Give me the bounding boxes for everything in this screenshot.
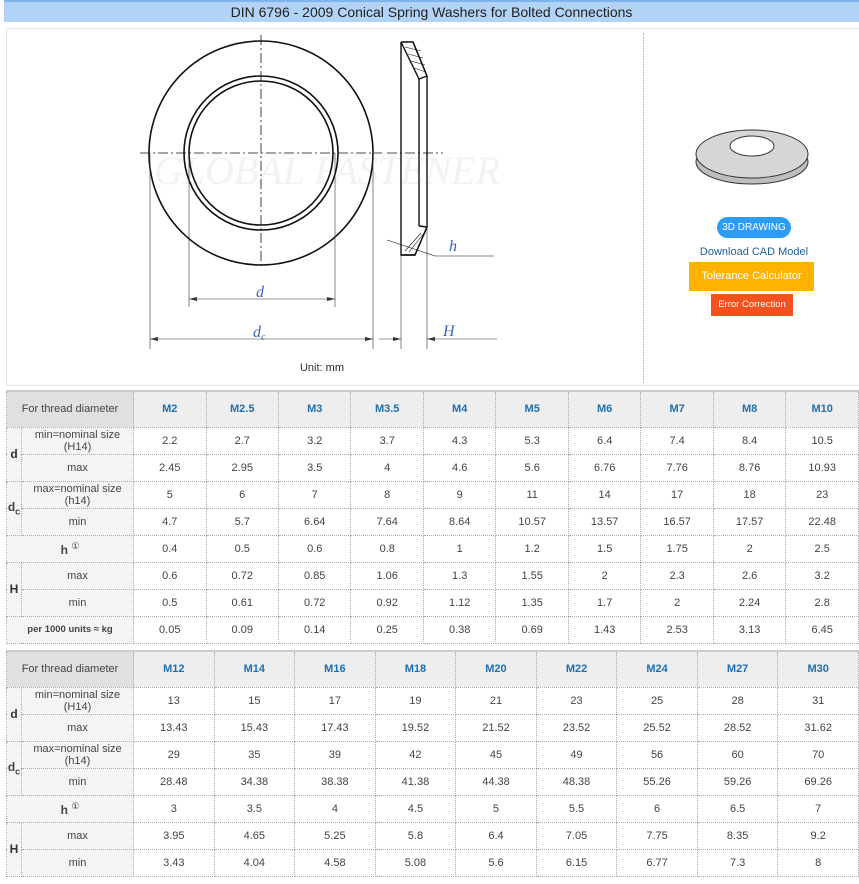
cell: 3.2 xyxy=(786,562,859,589)
row-label-h: h ① xyxy=(7,795,134,822)
dim-label-H: H xyxy=(443,323,455,340)
size-header: M2.5 xyxy=(206,391,278,427)
cell: 9.2 xyxy=(778,822,859,849)
footnote-marker: ① xyxy=(71,800,80,811)
cell: 7 xyxy=(278,481,350,508)
cell: 5.3 xyxy=(496,427,568,454)
cell: 7.64 xyxy=(351,508,423,535)
cell: 8 xyxy=(351,481,423,508)
cell: 16.57 xyxy=(641,508,713,535)
cell: 0.61 xyxy=(206,589,278,616)
table-row xyxy=(7,535,859,562)
cell: 31.62 xyxy=(778,714,859,741)
spec-table-1 xyxy=(6,390,859,644)
dim-label-h: h xyxy=(449,238,457,255)
cell: 5.5 xyxy=(536,795,617,822)
cell: 2.2 xyxy=(134,427,206,454)
cell: 45 xyxy=(456,741,537,768)
cell: 3.5 xyxy=(214,795,295,822)
table-row xyxy=(7,795,859,822)
cell: 7.4 xyxy=(641,427,713,454)
row-label: max xyxy=(22,822,134,849)
cell: 55.26 xyxy=(617,768,698,795)
row-label: max=nominal size (h14) xyxy=(22,741,134,768)
cell: 4.58 xyxy=(295,849,376,876)
size-header: M3 xyxy=(278,391,350,427)
cell: 4 xyxy=(295,795,376,822)
cell: 6.45 xyxy=(786,616,859,643)
table-row xyxy=(7,427,859,454)
row-label: min xyxy=(22,849,134,876)
cell: 1.2 xyxy=(496,535,568,562)
cell: 17.43 xyxy=(295,714,376,741)
cell: 1.43 xyxy=(568,616,640,643)
size-header: M7 xyxy=(641,391,713,427)
cell: 4.5 xyxy=(375,795,456,822)
cell: 4.3 xyxy=(423,427,495,454)
cell: 2.7 xyxy=(206,427,278,454)
header-row xyxy=(7,651,859,687)
table-row xyxy=(7,822,859,849)
cell: 5.8 xyxy=(375,822,456,849)
cell: 35 xyxy=(214,741,295,768)
cell: 4.6 xyxy=(423,454,495,481)
cell: 13.57 xyxy=(568,508,640,535)
cell: 6 xyxy=(206,481,278,508)
size-header: M10 xyxy=(786,391,859,427)
cell: 5.7 xyxy=(206,508,278,535)
cell: 2.5 xyxy=(786,535,859,562)
size-header: M16 xyxy=(295,651,376,687)
cell: 15 xyxy=(214,687,295,714)
cell: 1.7 xyxy=(568,589,640,616)
cell: 6.4 xyxy=(456,822,537,849)
drawing-panel xyxy=(6,28,859,386)
cell: 41.38 xyxy=(375,768,456,795)
header-label: For thread diameter xyxy=(7,391,134,427)
cell: 1.12 xyxy=(423,589,495,616)
cell: 2.8 xyxy=(786,589,859,616)
error-correction-button[interactable]: Error Correction xyxy=(711,294,793,316)
group-label-dc: $d_c$ xyxy=(7,481,22,535)
cell: 5.08 xyxy=(375,849,456,876)
cell: 17 xyxy=(641,481,713,508)
cell: 0.69 xyxy=(496,616,568,643)
cell: 0.5 xyxy=(206,535,278,562)
cell: 0.92 xyxy=(351,589,423,616)
cell: 2.95 xyxy=(206,454,278,481)
size-header: M4 xyxy=(423,391,495,427)
cell: 2.45 xyxy=(134,454,206,481)
cell: 21 xyxy=(456,687,537,714)
table-row xyxy=(7,849,859,876)
cell: 0.38 xyxy=(423,616,495,643)
cell: 0.72 xyxy=(206,562,278,589)
cell: 6.4 xyxy=(568,427,640,454)
cell: 17.57 xyxy=(713,508,785,535)
header-label: For thread diameter xyxy=(7,651,134,687)
row-label-weight: per 1000 units ≈ kg xyxy=(7,616,134,643)
side-panel xyxy=(644,29,859,385)
cell: 21.52 xyxy=(456,714,537,741)
cell: 6.5 xyxy=(697,795,778,822)
cell: 1 xyxy=(423,535,495,562)
table-row xyxy=(7,454,859,481)
cell: 1.3 xyxy=(423,562,495,589)
group-label-d: d xyxy=(7,427,22,481)
cell: 15.43 xyxy=(214,714,295,741)
cell: 38.38 xyxy=(295,768,376,795)
cell: 28.52 xyxy=(697,714,778,741)
table-row xyxy=(7,562,859,589)
cell: 25 xyxy=(617,687,698,714)
table-row xyxy=(7,508,859,535)
size-header: M27 xyxy=(697,651,778,687)
cell: 0.72 xyxy=(278,589,350,616)
table-row xyxy=(7,589,859,616)
cell: 6.76 xyxy=(568,454,640,481)
cell: 3 xyxy=(134,795,215,822)
cell: 22.48 xyxy=(786,508,859,535)
table-row xyxy=(7,768,859,795)
row-label-h: h ① xyxy=(7,535,134,562)
size-header: M20 xyxy=(456,651,537,687)
cell: 19 xyxy=(375,687,456,714)
cell: 0.6 xyxy=(134,562,206,589)
unit-label: Unit: mm xyxy=(299,362,344,374)
row-label: min xyxy=(22,508,134,535)
cell: 2.53 xyxy=(641,616,713,643)
cell: 10.93 xyxy=(786,454,859,481)
cell: 23.52 xyxy=(536,714,617,741)
cell: 0.5 xyxy=(134,589,206,616)
cell: 4 xyxy=(351,454,423,481)
group-label-H: H xyxy=(7,562,22,616)
cell: 10.57 xyxy=(496,508,568,535)
3d-drawing-button[interactable]: 3D DRAWING xyxy=(717,217,791,238)
size-header: M2 xyxy=(134,391,206,427)
size-header: M3.5 xyxy=(351,391,423,427)
cell: 5.6 xyxy=(456,849,537,876)
size-header: M12 xyxy=(134,651,215,687)
download-cad-link[interactable]: Download CAD Model xyxy=(699,246,809,258)
washer-drawing-svg xyxy=(7,29,637,359)
cell: 1.75 xyxy=(641,535,713,562)
page-title: DIN 6796 - 2009 Conical Spring Washers for Bolted Connections xyxy=(4,0,859,22)
cell: 23 xyxy=(786,481,859,508)
cell: 2.24 xyxy=(713,589,785,616)
cell: 17 xyxy=(295,687,376,714)
row-label: min=nominal size (H14) xyxy=(22,687,134,714)
cell: 1.5 xyxy=(568,535,640,562)
group-label-d: d xyxy=(7,687,22,741)
cell: 1.55 xyxy=(496,562,568,589)
cell: 28.48 xyxy=(134,768,215,795)
cell: 3.95 xyxy=(134,822,215,849)
size-header: M30 xyxy=(778,651,859,687)
group-label-H: H xyxy=(7,822,22,876)
cell: 5.6 xyxy=(496,454,568,481)
cell: 7.76 xyxy=(641,454,713,481)
cell: 5 xyxy=(134,481,206,508)
cell: 59.26 xyxy=(697,768,778,795)
cell: 60 xyxy=(697,741,778,768)
row-label: max xyxy=(22,454,134,481)
row-label: min=nominal size (H14) xyxy=(22,427,134,454)
washer-3d-image xyxy=(694,124,810,188)
table-row xyxy=(7,741,859,768)
cell: 4.7 xyxy=(134,508,206,535)
dim-label-dc: dc xyxy=(253,324,266,343)
unit-value: mm xyxy=(325,362,344,374)
cell: 4.04 xyxy=(214,849,295,876)
group-label-dc: $d_c$ xyxy=(7,741,22,795)
cell: 6.77 xyxy=(617,849,698,876)
row-label: min xyxy=(22,589,134,616)
cell: 5 xyxy=(456,795,537,822)
cell: 5.25 xyxy=(295,822,376,849)
spec-table-2 xyxy=(6,650,859,877)
cell: 7.3 xyxy=(697,849,778,876)
cell: 25.52 xyxy=(617,714,698,741)
cell: 3.7 xyxy=(351,427,423,454)
watermark: GLOBAL FASTENER xyxy=(153,148,501,193)
header-row xyxy=(7,391,859,427)
cell: 9 xyxy=(423,481,495,508)
cell: 3.13 xyxy=(713,616,785,643)
cell: 0.09 xyxy=(206,616,278,643)
cell: 34.38 xyxy=(214,768,295,795)
table-row xyxy=(7,714,859,741)
cell: 6.64 xyxy=(278,508,350,535)
cell: 0.85 xyxy=(278,562,350,589)
cell: 13.43 xyxy=(134,714,215,741)
size-header: M24 xyxy=(617,651,698,687)
cell: 0.4 xyxy=(134,535,206,562)
cell: 1.06 xyxy=(351,562,423,589)
row-label: max xyxy=(22,562,134,589)
cell: 7.05 xyxy=(536,822,617,849)
cell: 29 xyxy=(134,741,215,768)
cell: 19.52 xyxy=(375,714,456,741)
cell: 42 xyxy=(375,741,456,768)
size-header: M6 xyxy=(568,391,640,427)
cell: 4.65 xyxy=(214,822,295,849)
technical-drawing xyxy=(7,29,637,385)
table-row xyxy=(7,687,859,714)
row-label: max=nominal size (h14) xyxy=(22,481,134,508)
cell: 8 xyxy=(778,849,859,876)
cell: 0.05 xyxy=(134,616,206,643)
cell: 2.3 xyxy=(641,562,713,589)
size-header: M8 xyxy=(713,391,785,427)
cell: 6 xyxy=(617,795,698,822)
cell: 28 xyxy=(697,687,778,714)
cell: 48.38 xyxy=(536,768,617,795)
cell: 2 xyxy=(568,562,640,589)
cell: 13 xyxy=(134,687,215,714)
cell: 1.35 xyxy=(496,589,568,616)
cell: 2 xyxy=(713,535,785,562)
cell: 0.8 xyxy=(351,535,423,562)
cell: 23 xyxy=(536,687,617,714)
cell: 39 xyxy=(295,741,376,768)
size-header: M14 xyxy=(214,651,295,687)
footnote-marker: ① xyxy=(71,540,80,551)
cell: 10.5 xyxy=(786,427,859,454)
cell: 8.76 xyxy=(713,454,785,481)
row-label: min xyxy=(22,768,134,795)
cell: 44.38 xyxy=(456,768,537,795)
cell: 2 xyxy=(641,589,713,616)
cell: 49 xyxy=(536,741,617,768)
cell: 7.75 xyxy=(617,822,698,849)
cell: 56 xyxy=(617,741,698,768)
cell: 11 xyxy=(496,481,568,508)
cell: 18 xyxy=(713,481,785,508)
row-label: max xyxy=(22,714,134,741)
cell: 8.4 xyxy=(713,427,785,454)
cell: 70 xyxy=(778,741,859,768)
size-header: M22 xyxy=(536,651,617,687)
table-row xyxy=(7,481,859,508)
dim-label-d: d xyxy=(256,284,264,301)
table-row xyxy=(7,616,859,643)
size-header: M18 xyxy=(375,651,456,687)
cell: 3.43 xyxy=(134,849,215,876)
cell: 69.26 xyxy=(778,768,859,795)
cell: 8.35 xyxy=(697,822,778,849)
cell: 7 xyxy=(778,795,859,822)
cell: 31 xyxy=(778,687,859,714)
size-header: M5 xyxy=(496,391,568,427)
cell: 14 xyxy=(568,481,640,508)
cell: 3.2 xyxy=(278,427,350,454)
cell: 6.15 xyxy=(536,849,617,876)
cell: 2.6 xyxy=(713,562,785,589)
cell: 8.64 xyxy=(423,508,495,535)
cell: 0.14 xyxy=(278,616,350,643)
cell: 3.5 xyxy=(278,454,350,481)
cell: 0.6 xyxy=(278,535,350,562)
tolerance-calculator-button[interactable]: Tolerance Calculator xyxy=(689,262,814,291)
cell: 0.25 xyxy=(351,616,423,643)
